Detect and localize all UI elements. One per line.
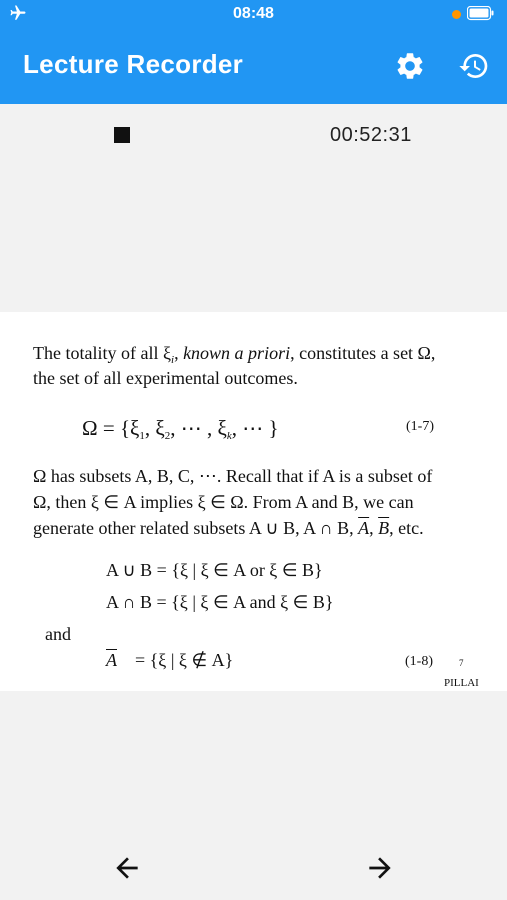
lecture-slide [0,312,507,691]
intersection-definition: A ∩ B = {ξ | ξ ∈ A and ξ ∈ B} [106,592,334,612]
equation-1-7: $\Omega = \{\xi_1$, $\xi_2$, ⋯ , $\xi_k$, ⋯ } [82,416,279,442]
slide-line-2: the set of all experimental outcomes. [33,368,298,388]
slide-para-2-line-1: Ω has subsets A, B, C, ⋯. Recall that if A is a subset of [33,466,433,486]
slide-para-2-line-2: Ω, then ξ ∈ A implies ξ ∈ Ω. From A and B, we can [33,492,414,512]
history-icon[interactable] [458,50,490,82]
recording-timer: 00:52:31 [330,124,412,146]
app-bar [0,0,507,104]
slide-line-1: The totality of all $\xi_i$, known a priori, constitutes a set Ω, [33,343,436,366]
app-title: Lecture Recorder [23,49,244,79]
battery-icon [467,6,494,21]
slide-page-number: 7 [459,658,464,668]
settings-icon[interactable] [394,50,426,82]
equation-number-1-8: (1-8) [405,654,433,669]
status-time: 08:48 [233,5,274,22]
stop-icon[interactable] [114,127,130,143]
status-bar [0,0,507,30]
and-word: and [45,624,71,644]
privacy-indicator-dot [452,10,461,19]
recorder-panel [0,104,507,312]
arrow-left-icon[interactable] [111,852,143,884]
union-definition: A ∪ B = {ξ | ξ ∈ A or ξ ∈ B} [106,560,323,580]
slide-para-2-line-3: generate other related subsets A ∪ B, A ∩ B, $\overline{A}$, $\overline{B}$, etc. [33,518,424,538]
slide-author: PILLAI [444,677,479,689]
arrow-right-icon[interactable] [364,852,396,884]
equation-number-1-7: (1-7) [406,419,434,434]
complement-definition: $\overline{A}$ = {ξ | ξ ∉ A} [106,650,234,670]
